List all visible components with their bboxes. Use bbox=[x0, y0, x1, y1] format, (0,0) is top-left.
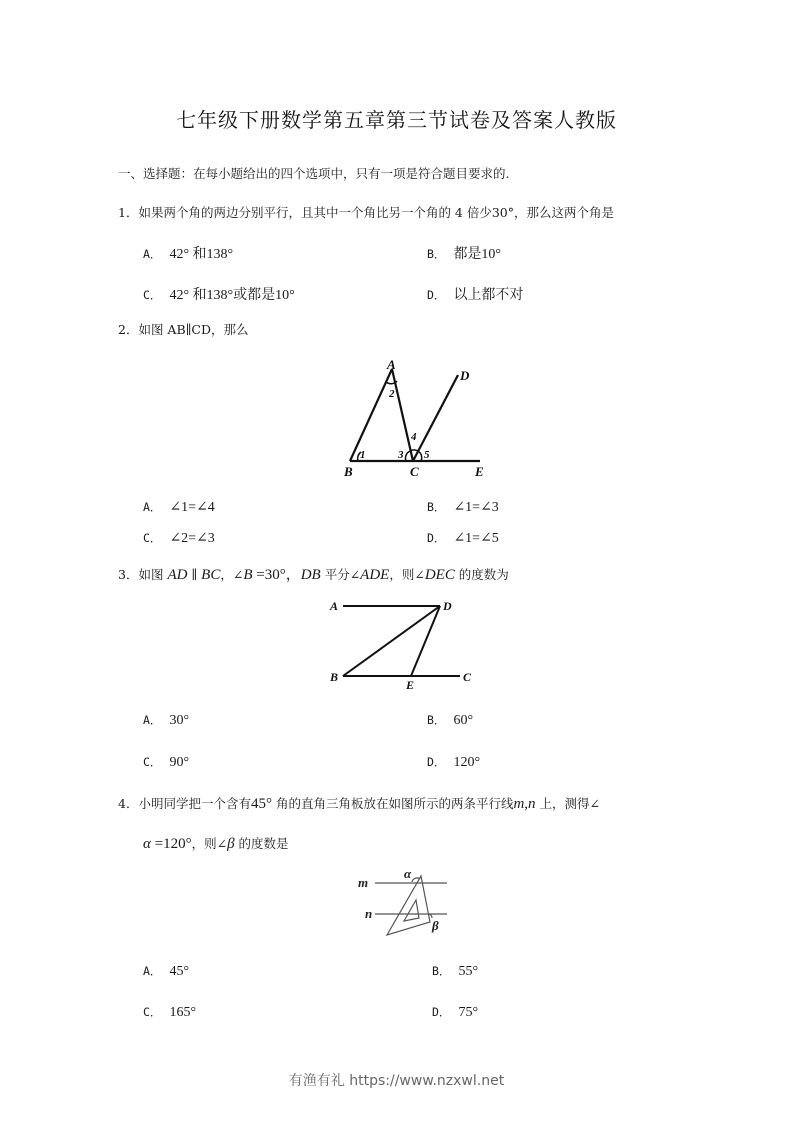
option-label: B． bbox=[432, 964, 451, 978]
point-e-label: E bbox=[475, 464, 484, 479]
option-value: ∠1=∠4 bbox=[169, 500, 215, 515]
option-value: 60° bbox=[453, 713, 474, 728]
text-part: 的度数是 bbox=[234, 836, 289, 851]
math-ade: ADE bbox=[360, 567, 390, 583]
option-value: 以上都不对 bbox=[453, 288, 524, 303]
svg-text:1: 1 bbox=[360, 449, 366, 461]
question-1 bbox=[118, 205, 614, 221]
math-m: m bbox=[513, 796, 525, 812]
math-beta: β bbox=[227, 836, 235, 852]
option-label: B． bbox=[427, 247, 446, 261]
q2-option-c[interactable] bbox=[143, 530, 215, 547]
point-d-label: D bbox=[460, 368, 470, 383]
option-label: C． bbox=[143, 288, 162, 302]
question-number: 4． bbox=[118, 796, 139, 811]
option-value: 165° bbox=[169, 1005, 197, 1020]
svg-text:3: 3 bbox=[398, 449, 404, 461]
point-c-label: C bbox=[463, 670, 472, 684]
q3-option-b[interactable] bbox=[427, 712, 473, 729]
text-part: ，则∠ bbox=[191, 836, 228, 851]
math-alpha: α bbox=[143, 836, 151, 852]
option-value: 42° 和138°或都是10° bbox=[169, 288, 295, 303]
question-3 bbox=[118, 567, 509, 583]
option-label: A． bbox=[143, 247, 162, 261]
option-label: D． bbox=[432, 1005, 451, 1019]
angle-beta-label: β bbox=[432, 918, 439, 933]
svg-text:5: 5 bbox=[424, 449, 430, 461]
point-b-label: B bbox=[330, 670, 339, 684]
q1-option-d[interactable] bbox=[427, 287, 523, 304]
option-label: A． bbox=[143, 713, 162, 727]
option-value: ∠1=∠5 bbox=[453, 531, 499, 546]
angle-alpha-label: α bbox=[404, 866, 412, 881]
math-n: n bbox=[528, 796, 536, 812]
q4-option-d[interactable] bbox=[432, 1004, 478, 1021]
q1-option-b[interactable] bbox=[427, 246, 501, 263]
svg-text:4: 4 bbox=[411, 431, 417, 443]
math-bc: BC bbox=[201, 567, 221, 583]
question-text: 如图 AB∥CD，那么 bbox=[138, 322, 249, 337]
q3-figure bbox=[325, 592, 475, 690]
q3-option-d[interactable] bbox=[427, 754, 480, 771]
point-e-label: E bbox=[406, 678, 415, 690]
q2-option-d[interactable] bbox=[427, 530, 499, 547]
text-part: ∥ bbox=[187, 567, 202, 582]
option-label: D． bbox=[427, 288, 446, 302]
option-value: 90° bbox=[169, 755, 190, 770]
option-value: 45° bbox=[169, 964, 190, 979]
question-number: 2． bbox=[118, 322, 139, 337]
q1-option-a[interactable] bbox=[143, 246, 233, 263]
option-label: B． bbox=[427, 500, 446, 514]
option-label: B． bbox=[427, 713, 446, 727]
text-part: 平分∠ bbox=[320, 567, 361, 582]
line-m-label: m bbox=[358, 875, 369, 890]
question-number: 3． bbox=[118, 567, 139, 582]
point-c-label: C bbox=[410, 464, 419, 479]
math-b: B bbox=[243, 567, 253, 583]
q4-option-c[interactable] bbox=[143, 1004, 196, 1021]
svg-text:2: 2 bbox=[389, 388, 395, 400]
option-value: ∠2=∠3 bbox=[169, 531, 215, 546]
page-title: 七年级下册数学第五章第三节试卷及答案人教版 bbox=[176, 108, 617, 132]
option-label: C． bbox=[143, 1005, 162, 1019]
q4-figure bbox=[350, 862, 460, 942]
math-dec: DEC bbox=[424, 567, 455, 583]
q3-option-c[interactable] bbox=[143, 754, 189, 771]
text-part: ，∠ bbox=[220, 567, 244, 582]
q4-option-a[interactable] bbox=[143, 963, 189, 980]
question-2 bbox=[118, 322, 249, 338]
q3-option-a[interactable] bbox=[143, 712, 189, 729]
q4-option-b[interactable] bbox=[432, 963, 478, 980]
option-value: ∠1=∠3 bbox=[453, 500, 499, 515]
text-part: 的度数为 bbox=[454, 567, 509, 582]
math-120: =120° bbox=[150, 836, 192, 852]
text-part: ，则∠ bbox=[389, 567, 425, 582]
question-4-line-2 bbox=[143, 836, 289, 852]
question-number: 1． bbox=[118, 205, 139, 220]
option-value: 120° bbox=[453, 755, 481, 770]
math-ad: AD bbox=[167, 567, 188, 583]
option-label: C． bbox=[143, 531, 162, 545]
point-a-label: A bbox=[387, 357, 396, 372]
option-value: 42° 和138° bbox=[169, 247, 234, 262]
q2-option-b[interactable] bbox=[427, 499, 499, 516]
option-label: D． bbox=[427, 531, 446, 545]
question-4-line-1 bbox=[118, 796, 600, 812]
point-d-label: D bbox=[443, 599, 452, 613]
point-a-label: A bbox=[330, 599, 339, 613]
q2-option-a[interactable] bbox=[143, 499, 215, 516]
text-part: 角的直角三角板放在如图所示的两条平行线 bbox=[271, 796, 514, 811]
q1-option-c[interactable] bbox=[143, 287, 295, 304]
text-part: =30°， bbox=[252, 567, 301, 583]
footer-watermark[interactable]: 有渔有礼 https://www.nzxwl.net bbox=[288, 1073, 505, 1089]
text-part: 上，测得∠ bbox=[535, 796, 600, 811]
option-value: 75° bbox=[458, 1005, 479, 1020]
option-label: A． bbox=[143, 500, 162, 514]
math-db: DB bbox=[300, 567, 321, 583]
option-label: A． bbox=[143, 964, 162, 978]
q2-figure bbox=[330, 355, 500, 480]
section-heading: 一、选择题：在每小题给出的四个选项中，只有一项是符合题目要求的. bbox=[118, 166, 510, 181]
option-value: 都是10° bbox=[453, 247, 502, 262]
text-part: 如图 bbox=[138, 567, 168, 582]
point-b-label: B bbox=[344, 464, 353, 479]
option-label: C． bbox=[143, 755, 162, 769]
option-value: 55° bbox=[458, 964, 479, 979]
option-label: D． bbox=[427, 755, 446, 769]
option-value: 30° bbox=[169, 713, 190, 728]
text-part: , bbox=[524, 796, 529, 812]
math-45: 45° bbox=[250, 796, 272, 812]
text-part: 小明同学把一个含有 bbox=[138, 796, 251, 811]
line-n-label: n bbox=[365, 906, 373, 921]
question-text: 如果两个角的两边分别平行，且其中一个角比另一个角的 4 倍少30°，那么这两个角是 bbox=[138, 205, 615, 220]
